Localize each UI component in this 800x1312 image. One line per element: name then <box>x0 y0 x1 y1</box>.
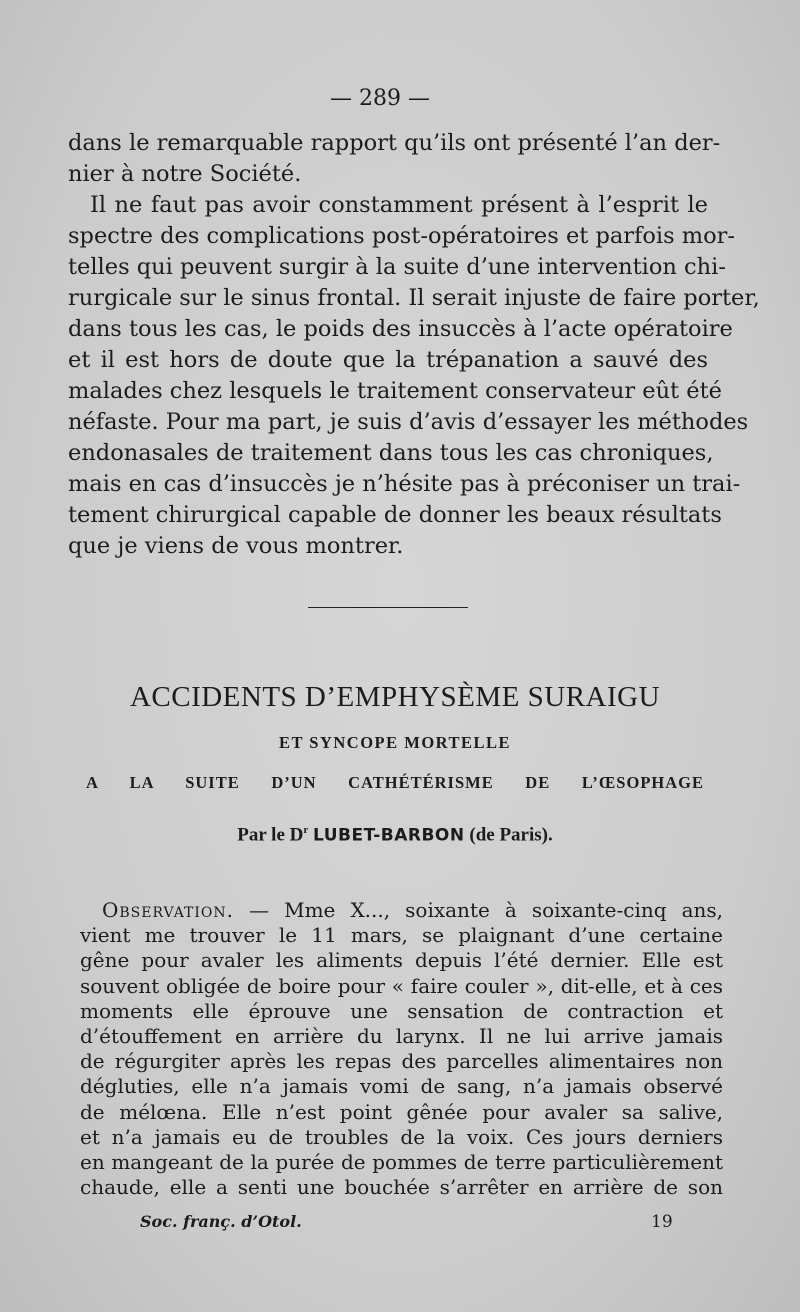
byline-sup: r <box>303 824 309 836</box>
text-line: néfaste. Pour ma part, je suis d’avis d’essayer les méthodes <box>68 409 749 435</box>
section-divider <box>308 607 468 608</box>
text-line: — Mme X..., soixante à soixante-cinq ans, <box>249 898 724 922</box>
text-line: moments elle éprouve une sensation de contraction et <box>80 998 723 1023</box>
text-line: et il est hors de doute que la trépanation a sauvé des <box>68 347 708 373</box>
paragraph-conclusion <box>68 190 760 562</box>
footer-signature: 19 <box>651 1212 673 1232</box>
text-line: que je viens de vous montrer. <box>68 533 404 559</box>
text-line: souvent obligée de boire pour « faire couler », dit-elle, et à ces <box>80 973 723 998</box>
text-line: dégluties, elle n’a jamais vomi de sang, n’a jamais observé <box>80 1074 723 1099</box>
text-line: et n’a jamais eu de troubles de la voix. Ces jours derniers <box>80 1124 723 1149</box>
text-line: gêne pour avaler les aliments depuis l’été dernier. Elle est <box>80 948 723 973</box>
text-line: malades chez lesquels le traitement conservateur eût été <box>68 378 722 404</box>
text-line: Il ne faut pas avoir constamment présent à l’esprit le <box>90 192 708 218</box>
article-subtitle-2: A LA SUITE D’UN CATHÉTÉRISME DE L’ŒSOPHAGE <box>86 773 704 792</box>
text-line: rurgicale sur le sinus frontal. Il serait injuste de faire porter, <box>68 285 760 311</box>
page-number: — 289 — <box>330 86 430 111</box>
text-line: endonasales de traitement dans tous les cas chroniques, <box>68 440 714 466</box>
text-line: vient me trouver le 11 mars, se plaignant d’une certaine <box>80 923 723 948</box>
text-line-first <box>80 898 723 923</box>
text-line: dans le remarquable rapport qu’ils ont présenté l’an der- <box>68 130 721 156</box>
byline-suffix: (de Paris). <box>469 824 553 846</box>
text-line: spectre des complications post-opératoires et parfois mor- <box>68 223 736 249</box>
observation-paragraph <box>80 898 723 1200</box>
text-line: dans tous les cas, le poids des insuccès à l’acte opératoire <box>68 316 733 342</box>
text-line: mais en cas d’insuccès je n’hésite pas à préconiser un trai- <box>68 471 741 497</box>
paragraph-continuation <box>68 128 721 190</box>
text-line: chaude, elle a senti une bouchée s’arrêter en arrière de son <box>80 1175 723 1200</box>
text-line: telles qui peuvent surgir à la suite d’une intervention chi- <box>68 254 726 280</box>
article-subtitle-1: ET SYNCOPE MORTELLE <box>278 733 512 752</box>
text-line: de mélœna. Elle n’est point gênée pour avaler sa salive, <box>80 1099 723 1124</box>
byline-prefix: Par le D <box>237 824 304 846</box>
author-name: LUBET-BARBON <box>313 825 465 846</box>
text-line: de régurgiter après les repas des parcelles alimentaires non <box>80 1049 723 1074</box>
text-line: tement chirurgical capable de donner les beaux résultats <box>68 502 722 528</box>
text-line: nier à notre Société. <box>68 161 302 187</box>
footer-journal: Soc. franç. d’Otol. <box>140 1212 302 1231</box>
text-line: en mangeant de la purée de pommes de terre particulièrement <box>80 1150 723 1175</box>
author-byline <box>0 824 790 846</box>
observation-label: Observation. <box>102 898 234 922</box>
text-line: d’étouffement en arrière du larynx. Il ne lui arrive jamais <box>80 1024 723 1049</box>
article-title: ACCIDENTS D’EMPHYSÈME SURAIGU <box>129 681 661 713</box>
